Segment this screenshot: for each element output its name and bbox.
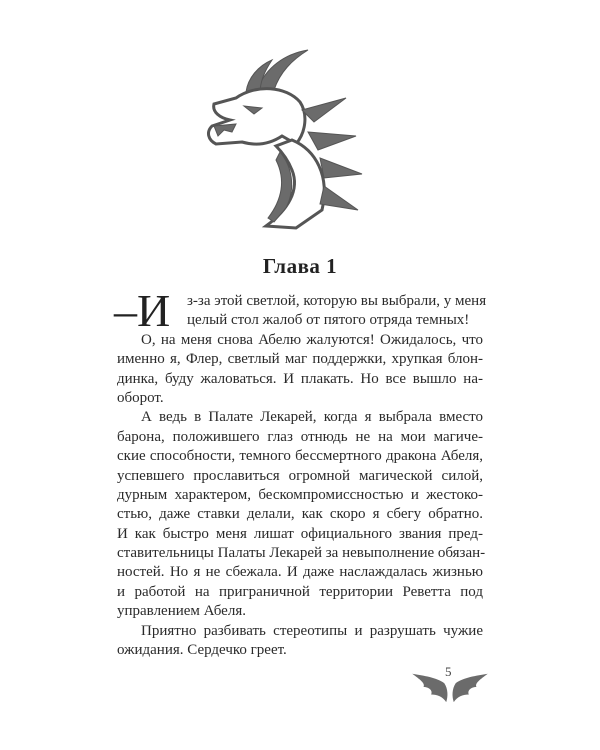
text-line: стью, даже ставки делали, как скоро я сбегу обратно. [117, 506, 483, 523]
text-line: Приятно разбивать стереотипы и разрушать чужие [141, 622, 483, 639]
body-text [114, 285, 487, 660]
text-line: и работой на приграничной территории Реветта под [117, 583, 483, 600]
text-line: дурным характером, бескомпромиссностью и жестоко- [117, 486, 483, 503]
chapter-title: Глава 1 [262, 254, 338, 278]
text-line: барона, положившего глаз отнюдь не на мои магиче- [117, 428, 483, 445]
text-line: оборот. [117, 389, 164, 406]
dragon-head-illustration [196, 40, 366, 230]
text-line: з-за этой светлой, которую вы выбрали, у меня [187, 293, 487, 309]
text-line: ностей. Но я не сбежала. И даже наслаждалась жизнью [117, 564, 483, 581]
text-line: именно я, Флер, светлый маг поддержки, хрупкая блон- [117, 351, 483, 368]
text-line: ские способности, темного бессмертного дракона Абеля, [117, 448, 483, 465]
text-line: А ведь в Палате Лекарей, когда я выбрала вместо [141, 409, 483, 426]
text-line: И как быстро меня лишат официального звания пред- [117, 525, 483, 542]
text-line: О, на меня снова Абелю жалуются! Ожидалось, что [141, 331, 483, 348]
text-line: успевшего прославиться огромной магической силой, [117, 467, 483, 484]
text-line: ожидания. Сердечко греет. [117, 642, 287, 659]
text-line: динка, буду жаловаться. И плакать. Но все вышло на- [117, 370, 483, 387]
text-line: управлением Абеля. [117, 603, 246, 620]
text-line: ставительницы Палаты Лекарей за невыполнение обязан- [117, 545, 486, 562]
drop-cap: –И [114, 285, 171, 336]
text-line: целый стол жалоб от пятого отряда темных! [187, 312, 470, 329]
page-number: 5 [445, 664, 452, 679]
